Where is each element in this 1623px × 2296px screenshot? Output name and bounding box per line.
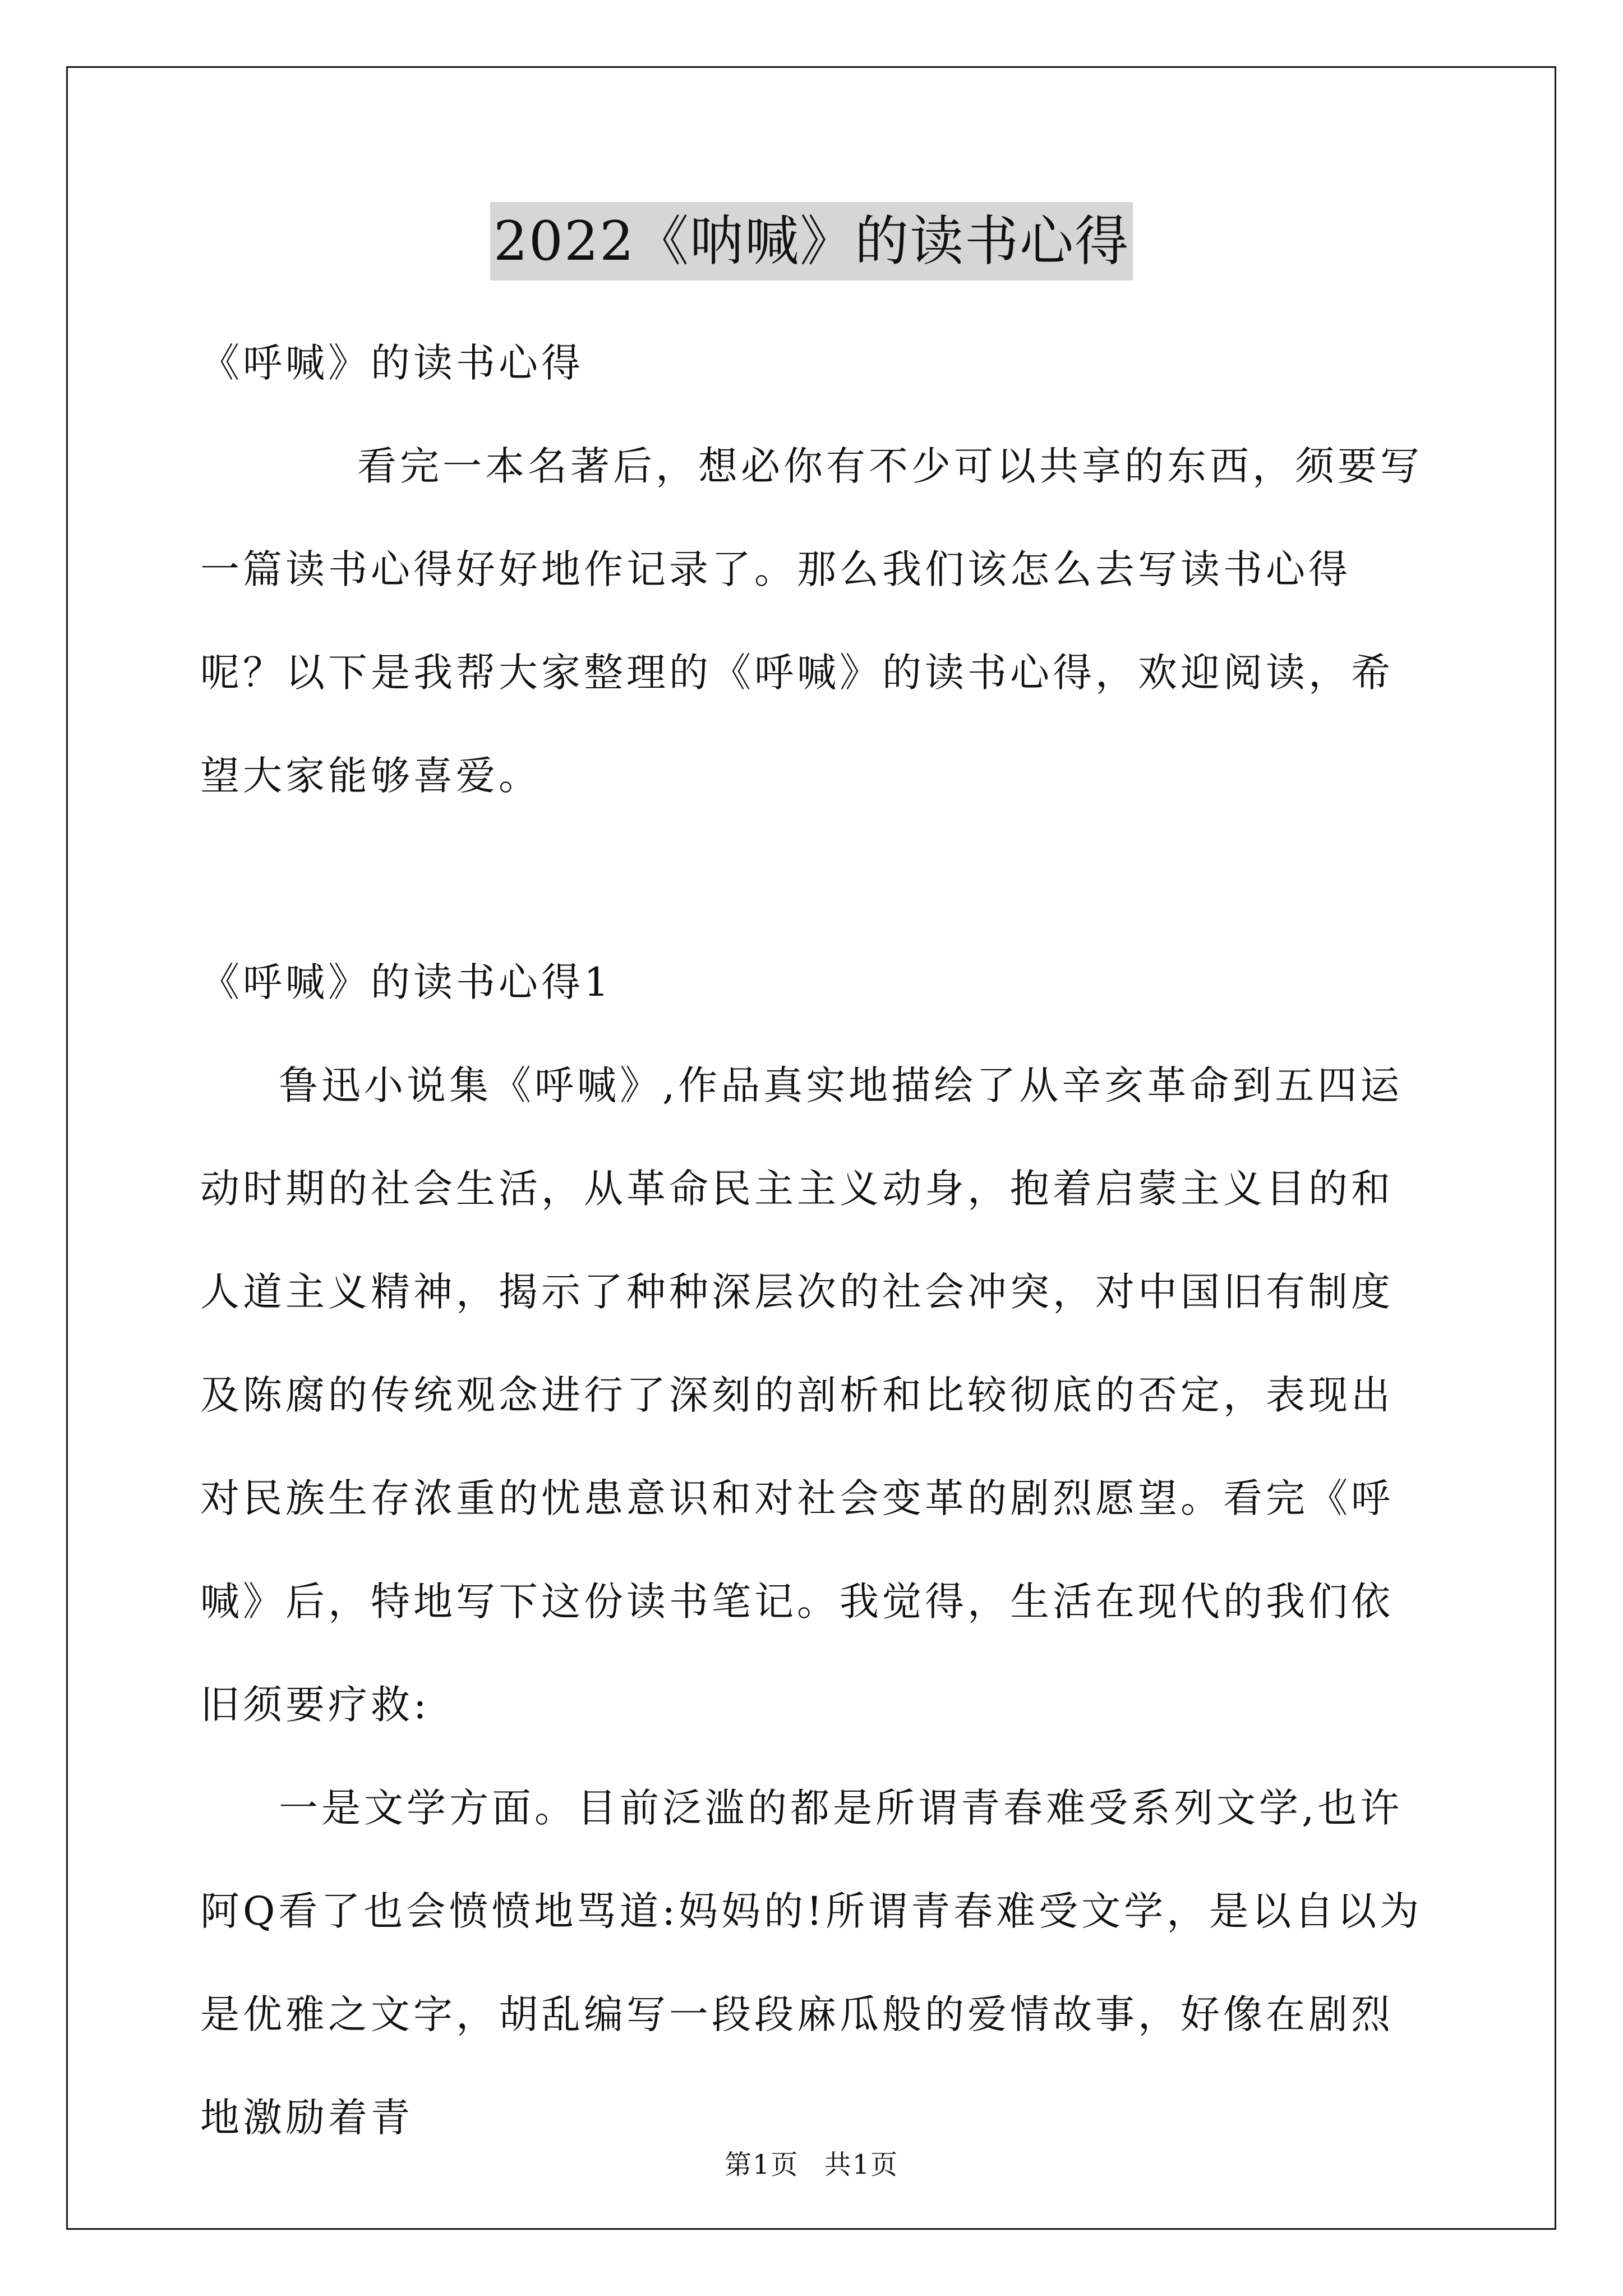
intro-heading: 《呼喊》的读书心得 <box>200 340 584 386</box>
title-container <box>0 202 1623 280</box>
document-body <box>200 311 1434 2169</box>
document-title: 2022《呐喊》的读书心得 <box>490 202 1133 280</box>
paragraph-spacer <box>200 827 1434 931</box>
page-number: 第1页 <box>724 2149 799 2180</box>
body-paragraph: 鲁迅小说集《呼喊》,作品真实地描绘了从辛亥革命到五四运动时期的社会生活，从革命民主主义动身，抱着启蒙主义目的和人道主义精神，揭示了种种深层次的社会冲突，对中国旧有制度及陈腐的传统观念进行了深刻的剖析和比较彻底的否定，表现出对民族生存浓重的忧患意识和对社会变革的剧烈愿望。看完《呼喊》后，特地写下这份读书笔记。我觉得，生活在现代的我们依旧须要疗救: <box>200 1062 1403 1728</box>
page-footer <box>0 2143 1623 2182</box>
section-heading: 《呼喊》的读书心得1 <box>200 959 612 1005</box>
body-paragraph: 一是文学方面。目前泛滥的都是所谓青春难受系列文学,也许阿Q看了也会愤愤地骂道:妈妈的!所谓青春难受文学，是以自以为是优雅之文字，胡乱编写一段段麻瓜般的爱情故事，好像在剧烈地激励着青 <box>200 1785 1423 2141</box>
intro-paragraph: 看完一本名著后，想必你有不少可以共享的东西，须要写一篇读书心得好好地作记录了。那么我们该怎么去写读书心得呢？以下是我帮大家整理的《呼喊》的读书心得，欢迎阅读，希望大家能够喜爱。 <box>200 443 1423 799</box>
page-total: 共1页 <box>824 2149 899 2180</box>
